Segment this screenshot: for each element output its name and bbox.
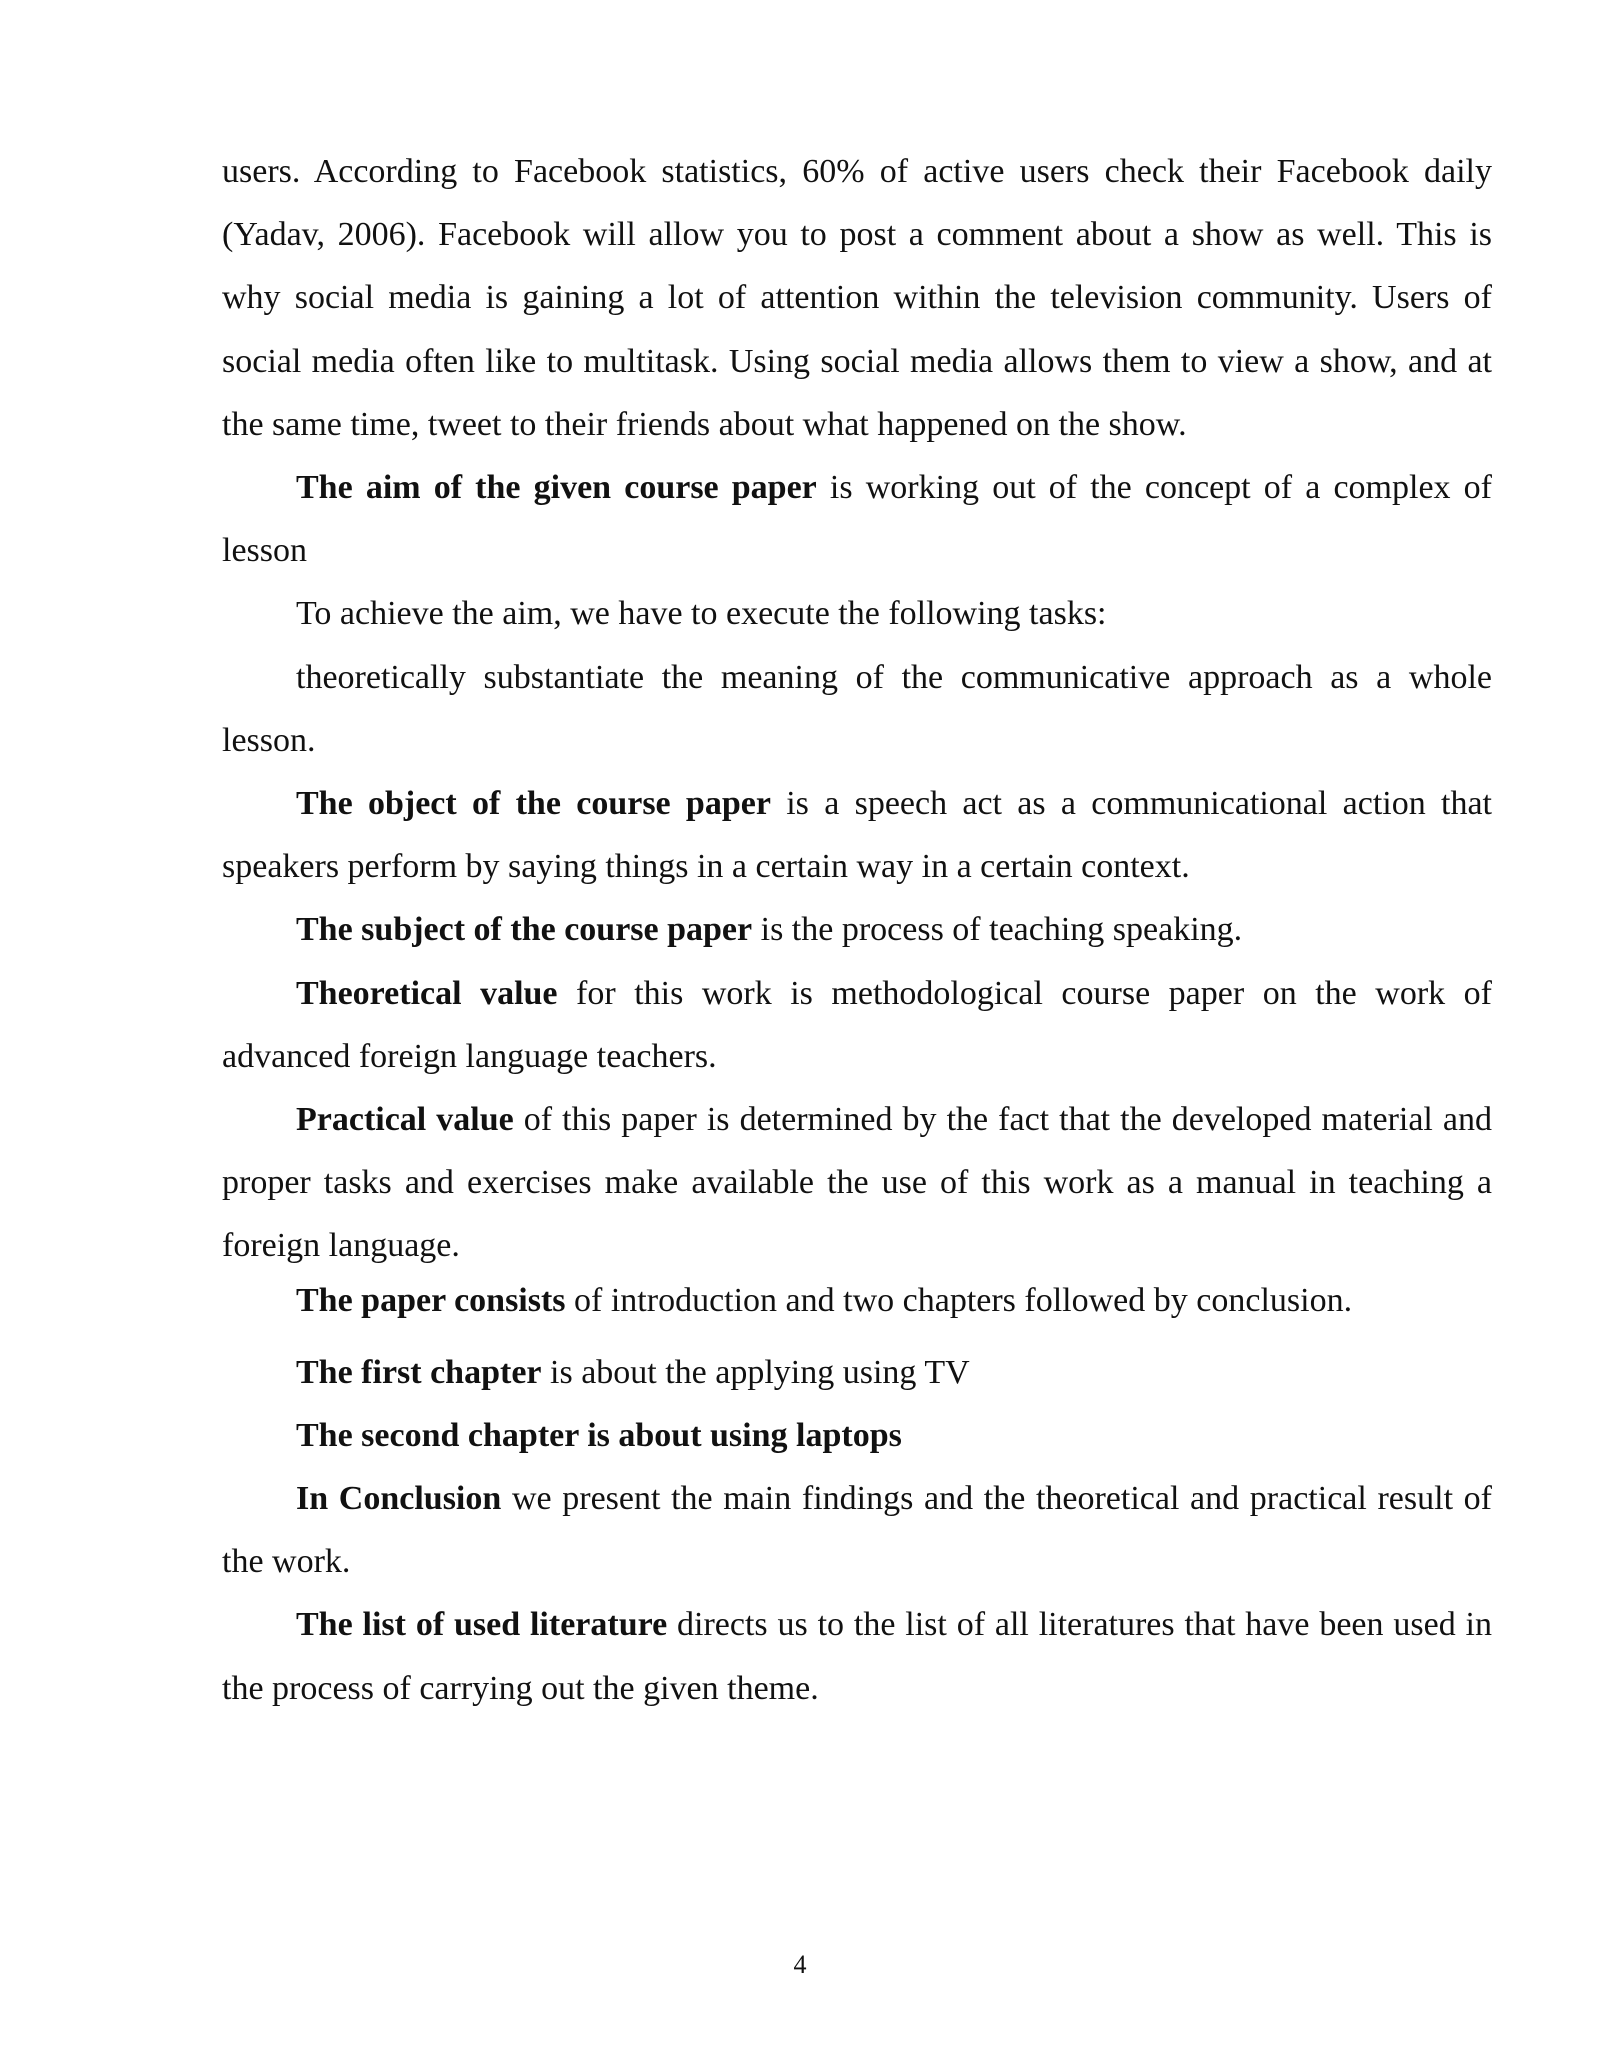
paragraph-bold-lead: The aim of the given course paper: [296, 469, 817, 507]
paragraph-text: directs us to the list of all literatures that have been used in the process of carrying out the given theme.: [222, 1606, 1492, 1707]
paragraph-text: we present the main findings and the theoretical and practical result of the work.: [222, 1480, 1492, 1581]
paragraph-bold-lead: The list of used literature: [296, 1606, 668, 1644]
paragraph-text: of this paper is determined by the fact that the developed material and proper tasks and exercises make available the use of this work as a manual in teaching a foreign language.: [222, 1101, 1493, 1265]
paragraph-structure: [222, 1278, 1492, 1323]
paragraph-text: theoretically substantiate the meaning of the communicative approach as a whole lesson.: [222, 658, 1492, 759]
paragraph-theoretical-value: [222, 962, 1492, 1088]
page-number: 4: [793, 1950, 807, 1979]
paragraph-literature: [222, 1593, 1492, 1719]
paragraph-bold-lead: In Conclusion: [296, 1480, 502, 1518]
paragraph-bold-lead: The paper consists: [296, 1281, 566, 1319]
paragraph-text: is working out of the concept of a complex of lesson: [222, 469, 1492, 570]
paragraph-bold-lead: The first chapter: [296, 1353, 542, 1391]
paragraph-text: is the process of teaching speaking.: [752, 911, 1243, 949]
paragraph-object: [222, 772, 1492, 898]
paragraph-text: of introduction and two chapters followed by conclusion.: [565, 1281, 1353, 1319]
paragraph-bold-lead: Theoretical value: [296, 974, 558, 1012]
paragraph-task-item: [222, 646, 1492, 772]
paragraph-bold-lead: The subject of the course paper: [296, 911, 753, 949]
paragraph-tasks-intro: [222, 582, 1492, 645]
paragraph-practical-value: [222, 1088, 1492, 1278]
document-body: [222, 140, 1492, 1720]
paragraph-aim: [222, 456, 1492, 582]
paragraph-text: To achieve the aim, we have to execute the following tasks:: [296, 595, 1107, 633]
paragraph-text: is about the applying using TV: [541, 1353, 970, 1391]
paragraph-conclusion: [222, 1467, 1492, 1593]
paragraph-text: is a speech act as a communicational action that speakers perform by saying things in a certain way in a certain context.: [222, 785, 1492, 886]
paragraph-bold-lead: The second chapter is about using laptops: [296, 1416, 902, 1454]
paragraph-text: users. According to Facebook statistics, 60% of active users check their Facebook daily (Yadav, 2006). Facebook will allow you to post a comment about a show as well. This is why social media is gaining a lot of attention within the television community. Users of social media often like to multitask. Using social media allows them to view a show, and at the same time, tweet to their friends about what happened on the show.: [222, 153, 1492, 443]
paragraph-first-chapter: [222, 1341, 1492, 1404]
paragraph-bold-lead: Practical value: [296, 1101, 514, 1139]
paragraph-text: for this work is methodological course paper on the work of advanced foreign language teachers.: [222, 974, 1492, 1075]
paragraph-intro-continuation: [222, 140, 1492, 456]
paragraph-bold-lead: The object of the course paper: [296, 785, 771, 823]
paragraph-second-chapter: [222, 1404, 1492, 1467]
paragraph-subject: [222, 898, 1492, 961]
